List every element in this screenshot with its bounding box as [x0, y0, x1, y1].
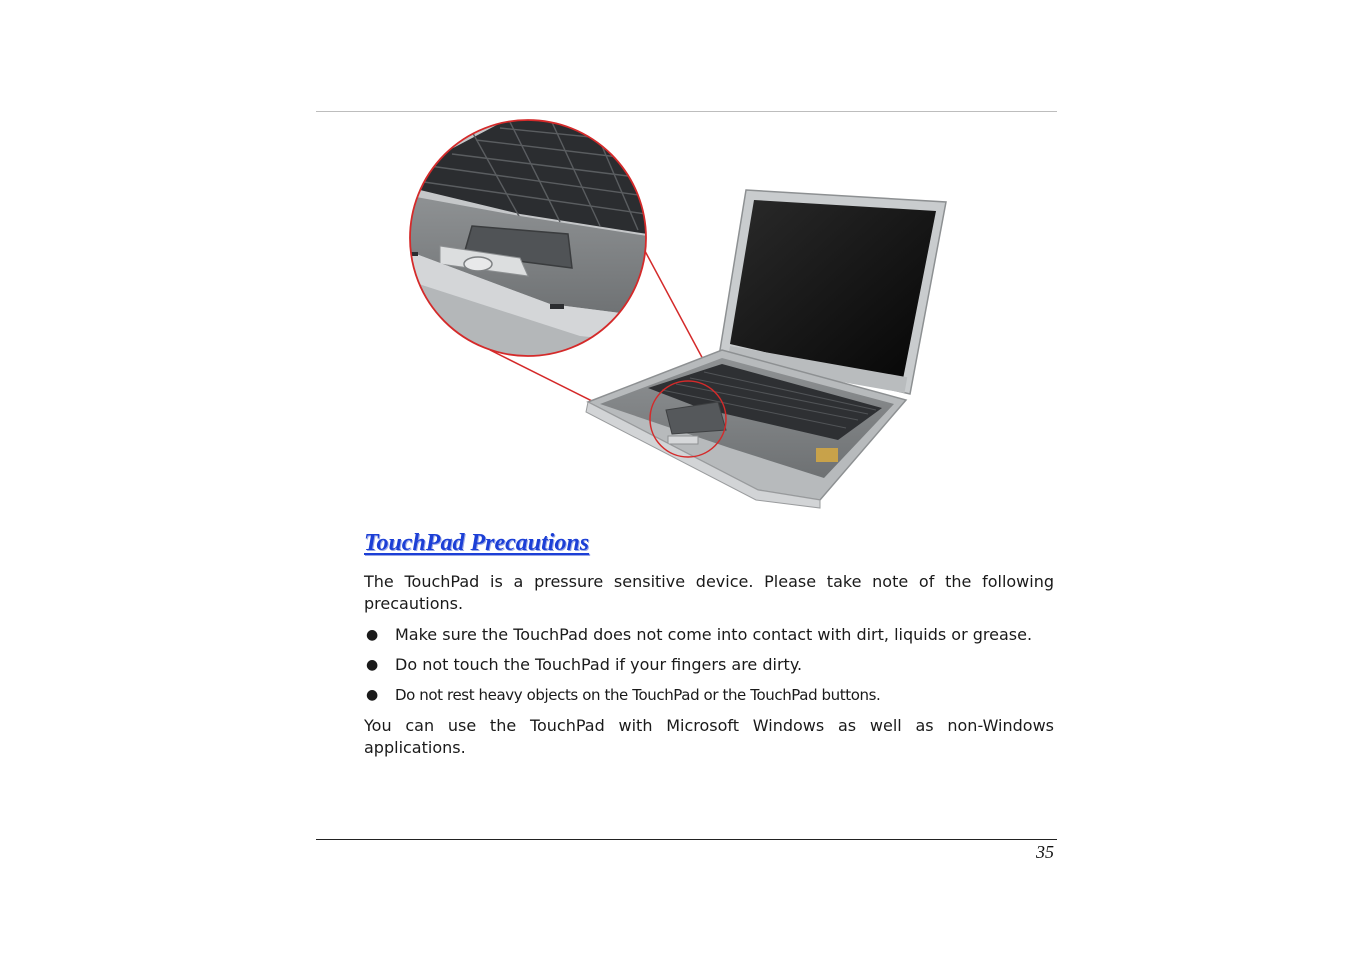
footer-rule [316, 839, 1057, 840]
list-item [364, 624, 1054, 654]
bullet-icon: ● [366, 627, 379, 643]
laptop-touchpad-illustration [400, 118, 960, 510]
list-item-text: Make sure the TouchPad does not come into contact with dirt, liquids or grease. [395, 625, 1033, 644]
list-item [364, 654, 1054, 684]
closing-paragraph: You can use the TouchPad with Microsoft Windows as well as non-Windows applications. [364, 716, 1054, 757]
precautions-list [364, 624, 1054, 714]
bullet-icon: ● [366, 657, 379, 673]
list-item-text: Do not rest heavy objects on the TouchPad or the TouchPad buttons. [395, 686, 881, 704]
header-rule [316, 111, 1057, 112]
touchpad-zoom-inset [400, 118, 660, 358]
list-item-text: Do not touch the TouchPad if your fingers are dirty. [395, 655, 803, 674]
list-item [364, 684, 1054, 714]
page-number: 35 [1036, 842, 1054, 862]
intro-paragraph: The TouchPad is a pressure sensitive device. Please take note of the following precautions. [364, 572, 1054, 613]
bullet-icon: ● [366, 687, 378, 703]
section-heading: TouchPad Precautions [364, 530, 590, 556]
callout-line-upper [638, 238, 712, 376]
